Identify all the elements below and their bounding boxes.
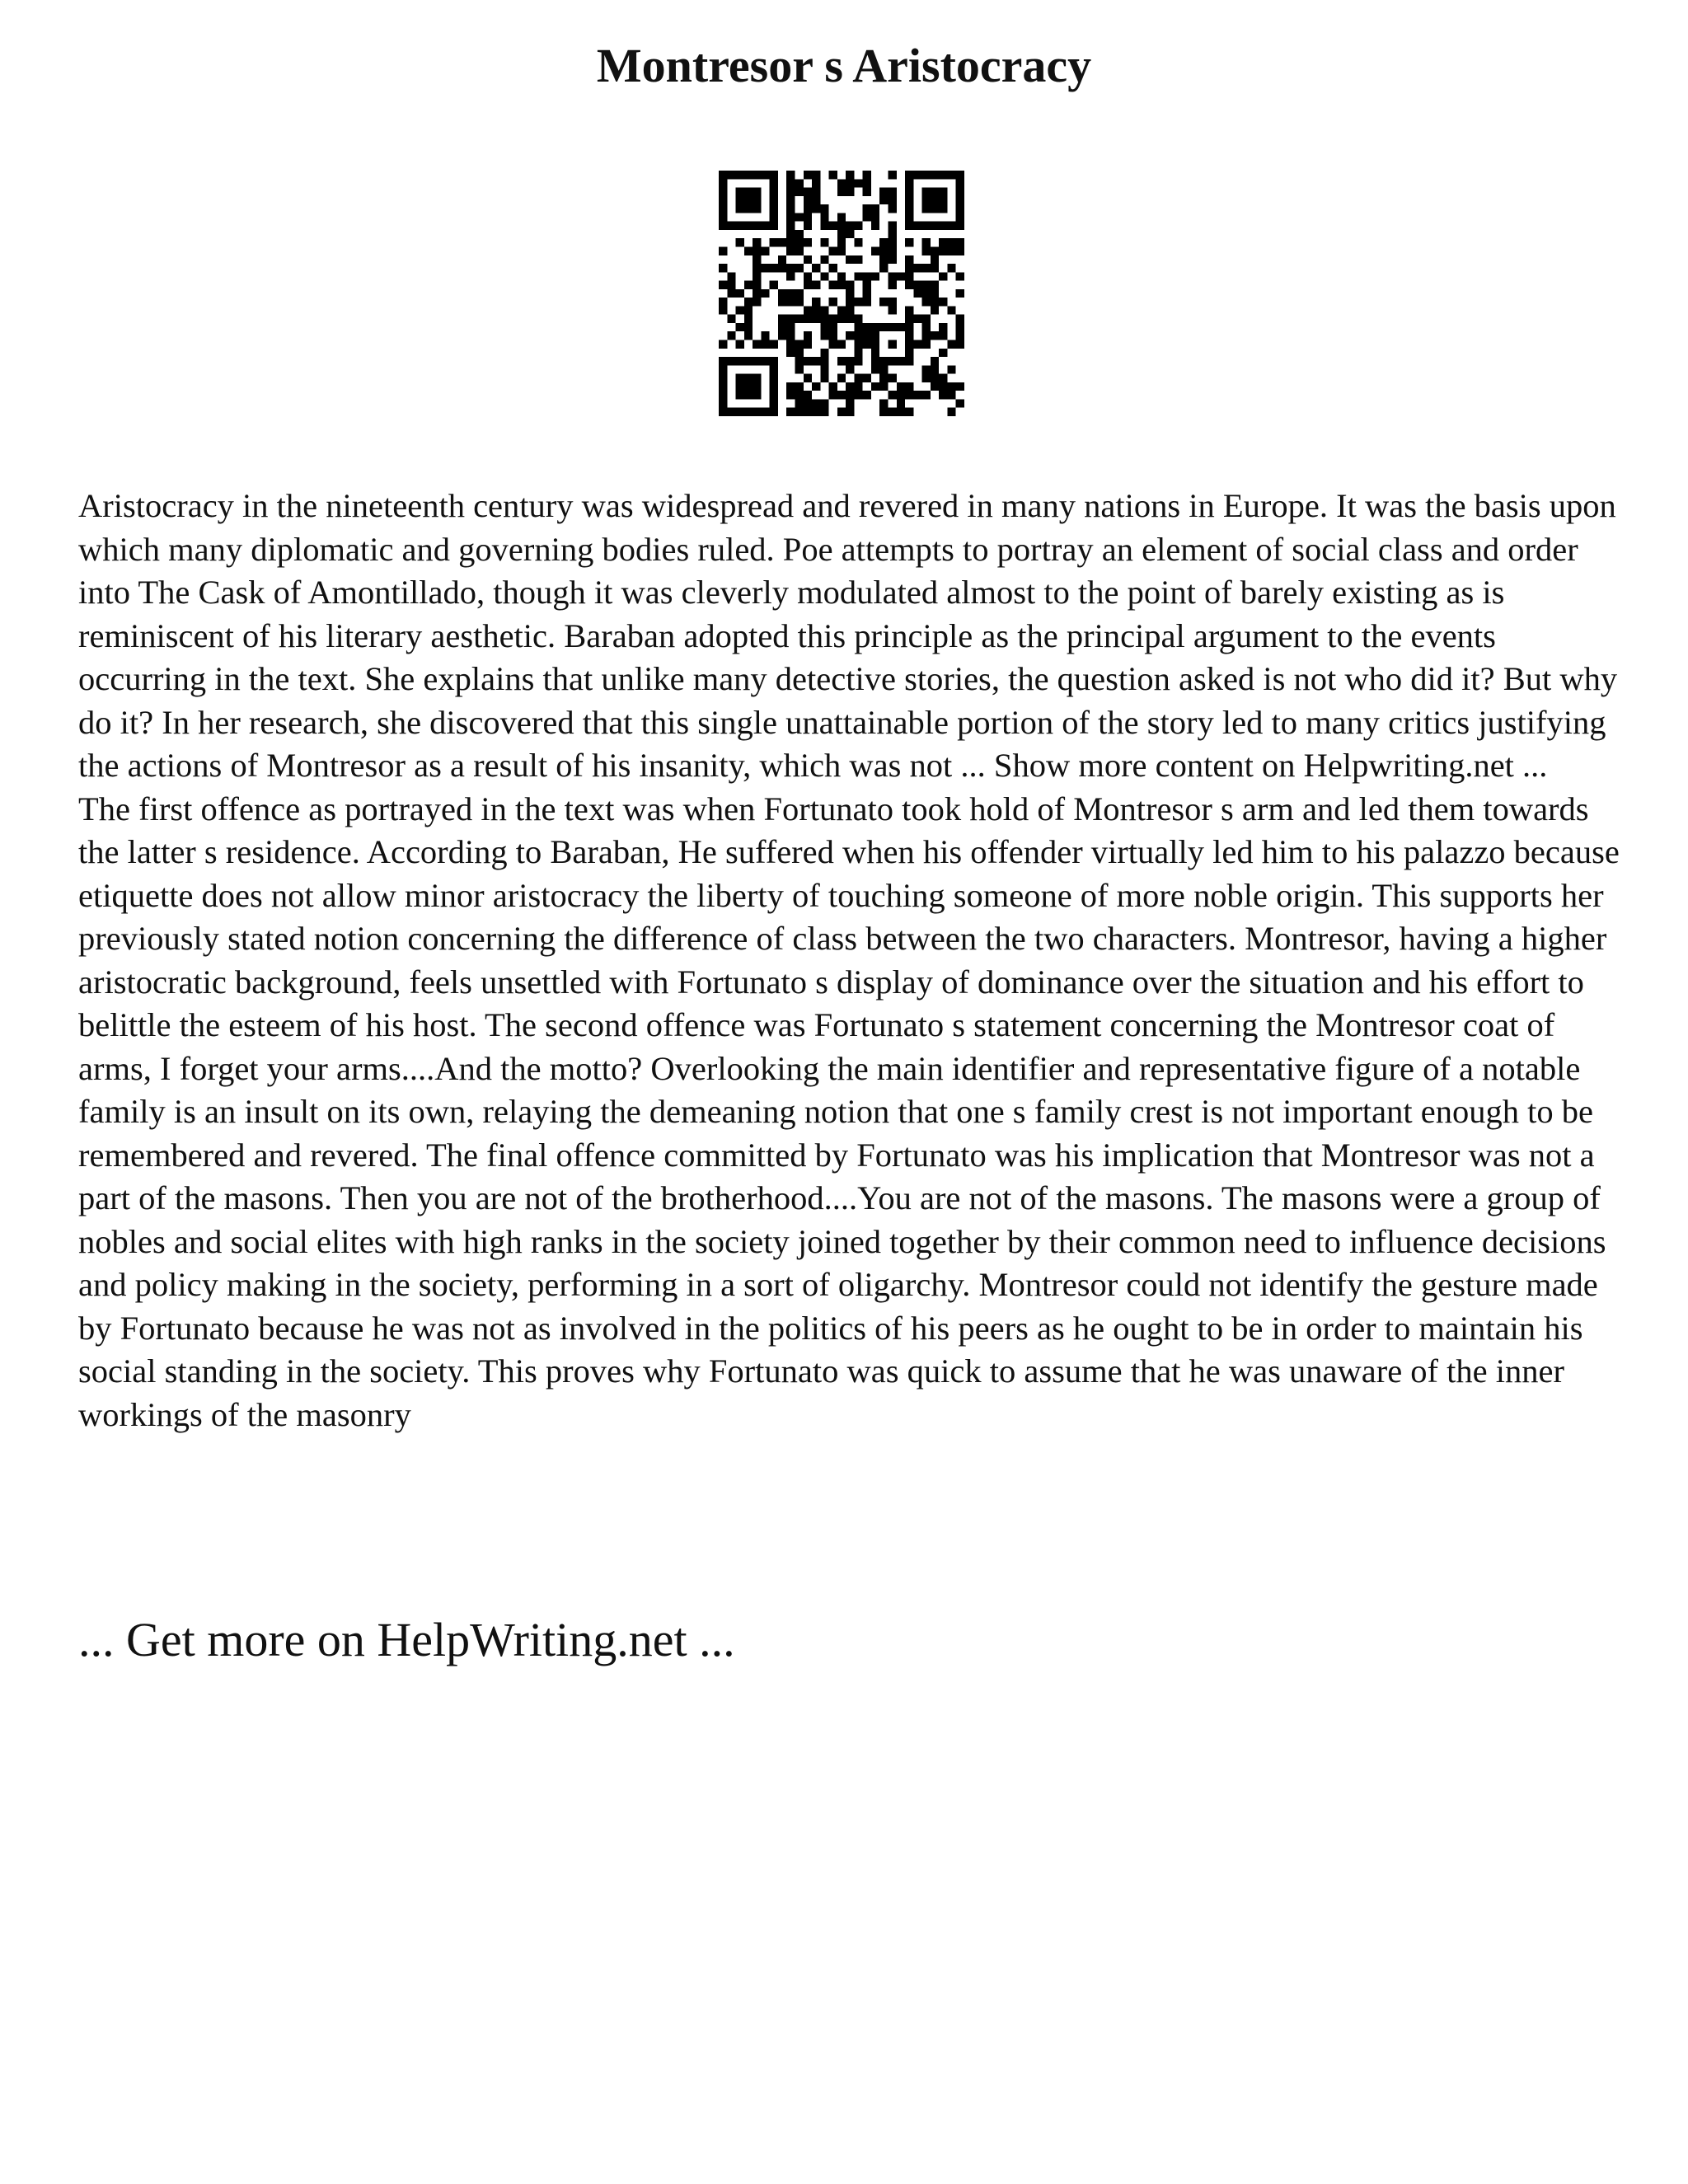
get-more-link[interactable]: ... Get more on HelpWriting.net ... <box>78 1613 735 1666</box>
article-body <box>78 485 1628 1436</box>
qr-code-icon <box>719 171 964 416</box>
paragraph: The first offence as portrayed in the text was when Fortunato took hold of Montresor s arm and led them towards the latter s residence. According to Baraban, He suffered when his offender virtually led him to his palazzo because etiquette does not allow minor aristocracy the liberty of touching someone of more noble origin. This supports her previously stated notion concerning the difference of class between the two characters. Montresor, having a higher aristocratic background, feels unsettled with Fortunato s display of dominance over the situation and his effort to belittle the esteem of his host. The second offence was Fortunato s statement concerning the Montresor coat of arms, I forget your arms....And the motto? Overlooking the main identifier and representative figure of a notable family is an insult on its own, relaying the demeaning notion that one s family crest is not important enough to be remembered and revered. The final offence committed by Fortunato was his implication that Montresor was not a part of the masons. Then you are not of the brotherhood....You are not of the masons. The masons were a group of nobles and social elites with high ranks in the society joined together by their common need to influence decisions and policy making in the society, performing in a sort of oligarchy. Montresor could not identify the gesture made by Fortunato because he was not as involved in the politics of his peers as he ought to be in order to maintain his social standing in the society. This proves why Fortunato was quick to assume that he was unaware of the inner workings of the masonry <box>78 790 1620 1433</box>
page-title: Montresor s Aristocracy <box>596 39 1092 92</box>
paragraph: Aristocracy in the nineteenth century was widespread and revered in many nations in Europe. It was the basis upon which many diplomatic and governing bodies ruled. Poe attempts to portray an element of social class and order into The Cask of Amontillado, though it was cleverly modulated almost to the point of barely existing as is reminiscent of his literary aesthetic. Baraban adopted this principle as the principal argument to the events occurring in the text. She explains that unlike many detective stories, the question asked is not who did it? But why do it? In her research, she discovered that this single unattainable portion of the story led to many critics justifying the actions of Montresor as a result of his insanity, which was not ... Show more content on Helpwriting.net ... <box>78 487 1618 784</box>
